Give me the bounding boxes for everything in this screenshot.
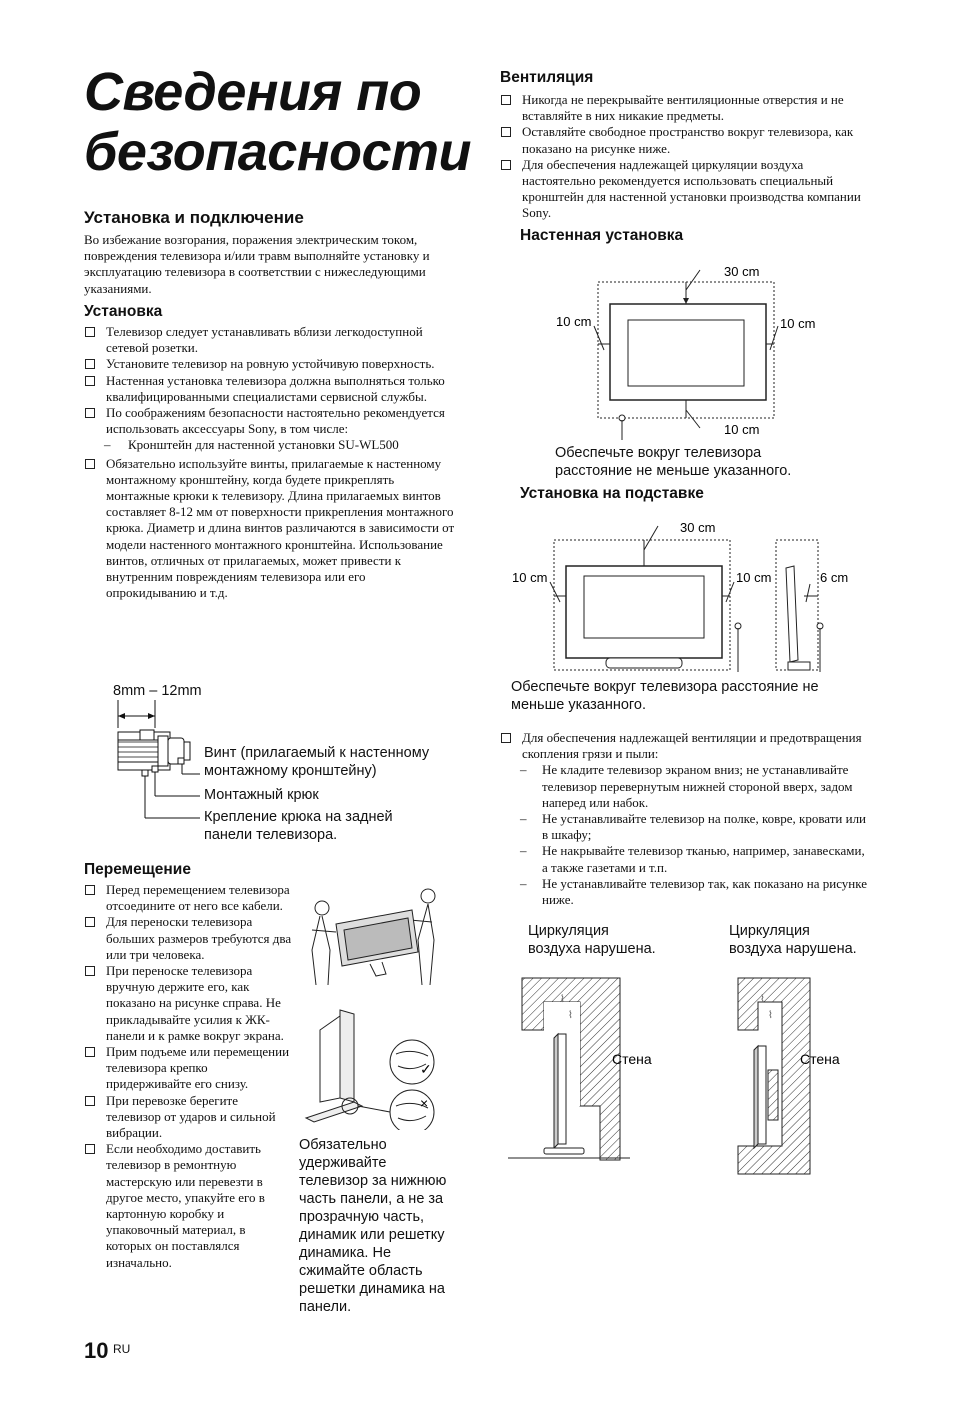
- stand-left-gap: 10 cm: [512, 570, 548, 585]
- list-item: При перевозке берегите телевизор от ударов и сильной вибрации.: [84, 1093, 294, 1142]
- sub-list-item: – Не кладите телевизор экраном вниз; не устанавливайте телевизор перевернутым нижней стороной вверх, задом наперед или набок.: [500, 762, 872, 811]
- ventilation-list: [500, 92, 872, 222]
- stand-top-gap: 30 cm: [680, 520, 716, 535]
- list-item: При переноске телевизора вручную держите его, как показано на рисунке справа. Не прикладывайте усилия к ЖК-панели и к рамке вокруг экрана.: [84, 963, 294, 1044]
- list-item: Для переноски телевизора больших размеров требуются два или три человека.: [84, 914, 294, 963]
- stand-caption: Обеспечьте вокруг телевизора расстояние не меньше указанного.: [511, 679, 819, 713]
- wall-label-1: Стена: [612, 1051, 652, 1067]
- svg-text:⌇: ⌇: [560, 994, 565, 1005]
- sub-list-item: – Не устанавливайте телевизор на полке, ковре, кровати или в шкафу;: [500, 811, 872, 843]
- list-item: Перед перемещением телевизора отсоедините от него все кабели.: [84, 882, 294, 914]
- moving-list: [84, 882, 294, 1271]
- wall-mount-diagram: [550, 260, 830, 440]
- list-item: По соображениям безопасности настоятельно рекомендуется использовать аксессуары Sony, в том числе:: [84, 405, 456, 437]
- subheading-stand-mount: Установка на подставке: [520, 485, 704, 502]
- section-heading-install: Установка и подключение: [84, 208, 304, 227]
- stand-mount-diagram: [508, 516, 868, 676]
- wall-bottom-gap: 10 cm: [724, 422, 760, 437]
- svg-text:⌇: ⌇: [768, 1010, 773, 1021]
- list-item: Установите телевизор на ровную устойчивую поверхность.: [84, 356, 456, 372]
- wall-right-gap: 10 cm: [780, 316, 816, 331]
- carrying-illustration: [300, 880, 450, 1130]
- list-item: Настенная установка телевизора должна выполняться только квалифицированными специалистами сервисной службы.: [84, 373, 456, 405]
- subheading-installation: Установка: [84, 303, 163, 320]
- install-intro: Во избежание возгорания, поражения электрическим током, повреждения телевизора и/или травм выполняйте установку и эксплуатацию телевизора в соответствии с нижеследующими указаниями.: [84, 232, 430, 296]
- list-item: Для обеспечения надлежащей циркуляции воздуха настоятельно рекомендуется использовать специальный кронштейн для настенной установки производства компании Sony.: [500, 157, 872, 222]
- list-item: Телевизор следует устанавливать вблизи легкодоступной сетевой розетки.: [84, 324, 456, 356]
- stand-right-gap: 10 cm: [736, 570, 772, 585]
- list-item: Никогда не перекрывайте вентиляционные отверстия и не вставляйте в них никакие предметы.: [500, 92, 872, 124]
- wall-caption: Обеспечьте вокруг телевизора расстояние не меньше указанного.: [555, 445, 792, 479]
- wall-label-2: Стена: [800, 1051, 840, 1067]
- sub-list-item: – Кронштейн для настенной установки SU-WL500: [84, 437, 456, 453]
- svg-text:⌇: ⌇: [760, 994, 765, 1005]
- wall-top-gap: 30 cm: [724, 264, 760, 279]
- title-line-1: Сведения по: [84, 62, 422, 122]
- list-item: Оставляйте свободное пространство вокруг телевизора, как показано на рисунке ниже.: [500, 124, 872, 156]
- screw-label: Винт (прилагаемый к настенному монтажному кронштейну): [204, 745, 430, 779]
- list-item: Если необходимо доставить телевизор в ремонтную мастерскую или перевезти в другое место, упакуйте его в картонную коробку и упаковочный материал, в которых он поставлялся изначально.: [84, 1141, 294, 1271]
- subheading-wall-mount: Настенная установка: [520, 227, 684, 244]
- wall-left-gap: 10 cm: [556, 314, 592, 329]
- install-list: [84, 324, 456, 601]
- svg-text:⌇: ⌇: [568, 1010, 573, 1021]
- page-title: [84, 62, 471, 182]
- sub-list-item: – Не устанавливайте телевизор так, как показано на рисунке ниже.: [500, 876, 872, 908]
- list-item: Обязательно используйте винты, прилагаемые к настенному монтажному кронштейну, когда будете прикреплять монтажные крюки к телевизору. Длина прилагаемых винтов составляет 8-12 мм от поверхности прикрепления монтажного крюка. Диаметр и длина винтов различаются в зависимости от модели настенного монтажного кронштейна. Использование винтов, отличных от прилагаемых, может привести к внутренним повреждениям телевизора или его опрокидыванию и т.д.: [84, 456, 456, 602]
- screw-diagram: [100, 700, 210, 830]
- page-language: RU: [113, 1342, 131, 1356]
- list-item: Прим подъеме или перемещении телевизора крепко придерживайте его снизу.: [84, 1044, 294, 1093]
- svg-text:×: ×: [420, 1095, 429, 1111]
- hook-mount-label: Крепление крюка на задней панели телевизора.: [204, 809, 393, 843]
- hook-label: Монтажный крюк: [204, 787, 319, 803]
- screw-dimension: 8mm – 12mm: [113, 683, 202, 699]
- page-number: 10: [84, 1338, 109, 1363]
- sub-list-item: – Не накрывайте телевизор тканью, например, занавесками, а также газетами и т.п.: [500, 843, 872, 875]
- subheading-moving: Перемещение: [84, 861, 191, 878]
- list-item: Для обеспечения надлежащей вентиляции и предотвращения скопления грязи и пыли:: [500, 730, 872, 762]
- subheading-ventilation: Вентиляция: [500, 69, 594, 86]
- bad-placement-diagram: [500, 960, 880, 1180]
- blocked-circulation-label-2: Циркуляция воздуха нарушена.: [729, 923, 857, 957]
- title-line-2: безопасности: [84, 122, 471, 182]
- blocked-circulation-label-1: Циркуляция воздуха нарушена.: [528, 923, 656, 957]
- stand-side-gap: 6 cm: [820, 570, 849, 585]
- svg-text:✓: ✓: [420, 1061, 432, 1077]
- carrying-caption: Обязательно удерживайте телевизор за нижнюю часть панели, а не за прозрачную часть, динамик или решетку динамика. Не сжимайте область решетки динамика на панели.: [299, 1137, 447, 1315]
- ventilation-more: [500, 730, 872, 908]
